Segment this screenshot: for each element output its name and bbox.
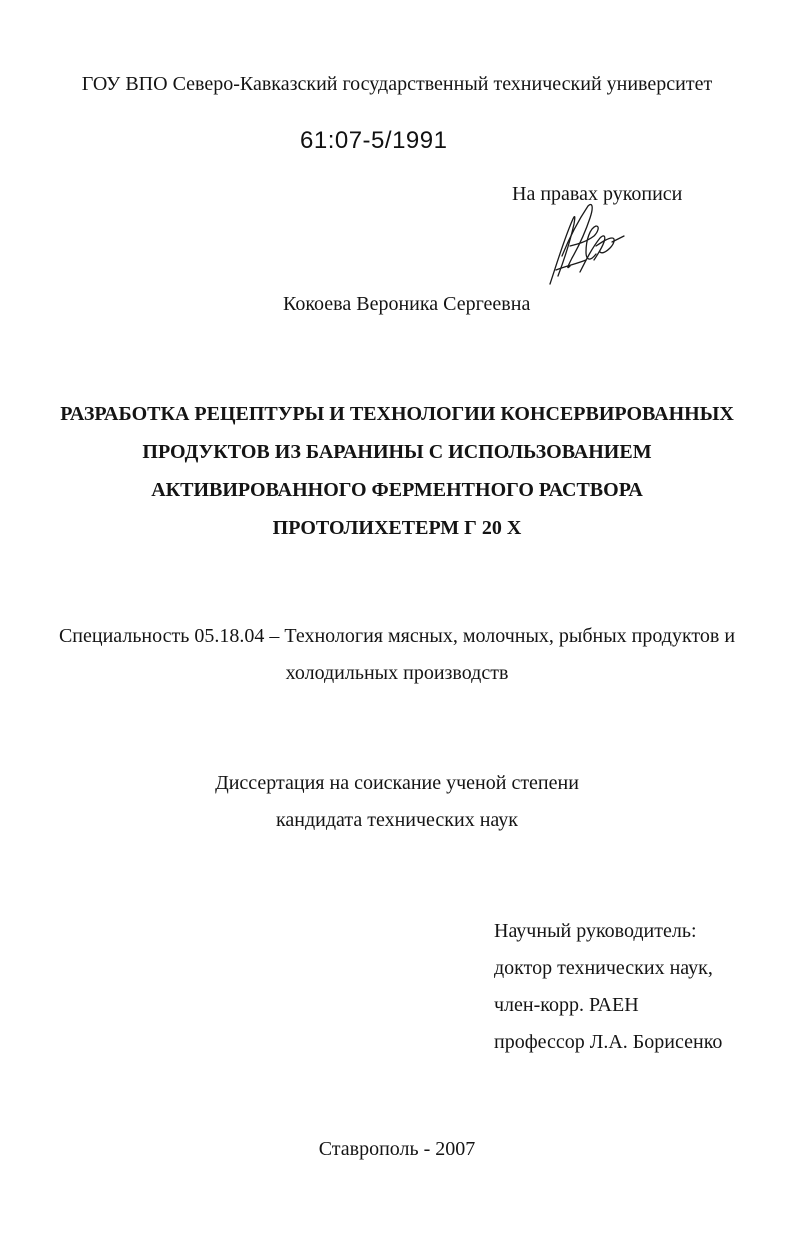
advisor-line: член-корр. РАЕН (494, 994, 639, 1016)
dissertation-title-line: АКТИВИРОВАННОГО ФЕРМЕНТНОГО РАСТВОРА (151, 479, 643, 501)
author-name: Кокоева Вероника Сергеевна (283, 293, 531, 315)
advisor-line: Научный руководитель: (494, 920, 697, 942)
handwritten-signature (540, 196, 634, 288)
dissertation-title-line: ПРОТОЛИХЕТЕРМ Г 20 Х (272, 517, 522, 539)
institution-name: ГОУ ВПО Северо-Кавказский государственный технический университет (81, 73, 713, 95)
manuscript-rights-note: На правах рукописи (512, 183, 683, 205)
advisor-line: доктор технических наук, (494, 957, 713, 979)
degree-line: Диссертация на соискание ученой степени (215, 772, 579, 794)
specialty-line: Специальность 05.18.04 – Технология мясных, молочных, рыбных продуктов и (58, 625, 736, 647)
specialty-line: холодильных производств (285, 662, 509, 684)
dissertation-title-line: ПРОДУКТОВ ИЗ БАРАНИНЫ С ИСПОЛЬЗОВАНИЕМ (142, 441, 652, 463)
dissertation-title-line: РАЗРАБОТКА РЕЦЕПТУРЫ И ТЕХНОЛОГИИ КОНСЕРВИРОВАННЫХ (60, 403, 734, 425)
city-year: Ставрополь - 2007 (318, 1138, 476, 1160)
catalog-number: 61:07-5/1991 (300, 127, 448, 154)
degree-line: кандидата технических наук (275, 809, 519, 831)
advisor-line: профессор Л.А. Борисенко (494, 1031, 723, 1053)
